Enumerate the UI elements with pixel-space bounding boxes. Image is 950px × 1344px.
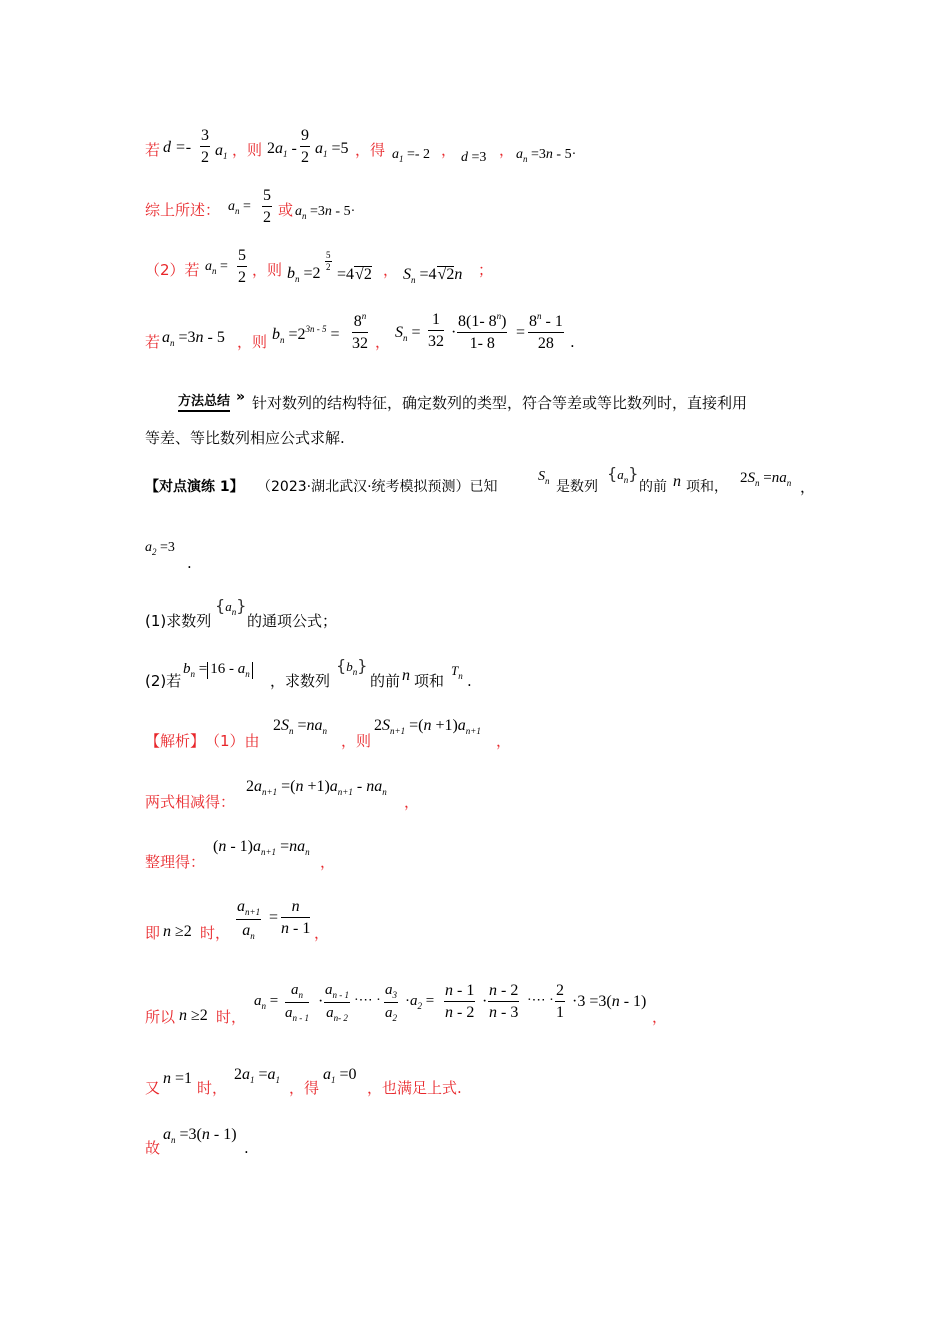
solution-comma-1: ， [496,732,512,750]
math-exp-frac: $\frac{5}{2}$ [326,250,331,272]
text-comma-3: ， [383,261,399,279]
text-semicolon: ； [478,261,494,279]
solution-subtract: 两式相减得： [145,793,236,811]
question-2-front: 的前 [370,672,401,690]
math-set-an-2: $\{a_n\}$ [215,596,247,617]
question-2: (2)若 [145,672,182,690]
text-comma-1: ， [441,141,457,159]
solution-comma-4: ， [314,924,330,942]
math-frac-geo: $\frac{8(1- 8^n)}{1- 8}$ [458,311,507,352]
solution-comma-5: ， [652,1008,668,1026]
method-text-1: 针对数列的结构特征，确定数列的类型，符合等差或等比数列时，直接利用 [252,394,748,412]
math-a1: $a_1$ [215,142,228,161]
math-d-eq-3: d =3 [461,150,487,165]
math-sn-eq-2: $S_n$ = [395,324,421,343]
text-ruo-2: 若 [145,333,161,351]
math-frac-8n-32: $\frac{8^n}{32}$ [352,311,368,352]
solution-de: ，得 [289,1079,320,1097]
text-summary: 综上所述： [145,201,221,219]
math-set-bn: $\{b_n\}$ [336,656,368,677]
solution-shi: 时， [200,924,231,942]
math-dot-2: · [318,993,324,1010]
question-1: (1)求数列 [145,612,212,630]
math-n-eq-1: n =1 [163,1070,193,1087]
exercise-is-seq: 是数列 [556,479,598,495]
text-part2: （2）若 [145,261,200,279]
math-2a1-eq-a1: $2a_1 =a_1$ [234,1066,281,1085]
math-set-an: $\{a_n\}$ [607,464,639,485]
method-text-2: 等差、等比数列相应公式求解. [145,429,345,447]
question-2-end: 项和 [414,672,445,690]
math-frac-5-2: $\frac{5}{2}$ [263,187,271,226]
math-an-eq-3n-5-b: $a_n =3n - 5\cdot$ [295,204,356,221]
math-bn-eq-2pow: $b_n =2^{3n - 5}$ = [272,324,340,345]
math-dot-1: · [451,324,457,341]
math-frac-5-2-b: $\frac{5}{2}$ [238,247,246,286]
solution-comma-2: ， [404,793,420,811]
math-sn-eq: $S_n =4√2n$ [403,266,463,285]
math-2a1-minus: $2a_1$ - [267,140,297,159]
math-dots-1: ·⋯ · [354,993,381,1008]
exercise-title: 【对点演练 1】 [145,479,244,495]
math-subtract-eq: $2a_{n+1} =(n +1)a_{n+1} - na_n$ [246,778,387,797]
math-n-2: n [402,667,410,684]
text-ruo: 若 [145,141,161,159]
math-3-eq: ·3 =3(n - 1) [572,993,647,1010]
solution-shi-2: 时， [216,1008,247,1026]
math-n-geq-2-b: n ≥2 [179,1007,208,1024]
exercise-comma: ， [800,478,816,496]
exercise-terms-sum: 项和， [686,479,728,495]
math-ratio-frac: $\frac{a_{n+1}}{a_n}$ [237,898,261,941]
math-frac-1-32: $\frac{1}{32}$ [428,311,444,350]
math-n-geq-2: n ≥2 [163,923,192,940]
math-frac-2-1: $\frac{2}{1}$ [556,982,564,1021]
solution-gu: 故 [145,1139,161,1157]
solution-final-period: . [244,1139,249,1157]
math-d-eq: d =- [163,139,192,156]
math-dot-a2-eq: $\cdot a_2$ = [405,993,435,1011]
math-2Sn1-eq: $2S_{n+1} =(n +1)a_{n+1}$ [374,717,481,736]
math-Sn: $S_n$ [538,469,550,486]
math-n: n [673,473,681,490]
math-an-eq-3n-5: $a_n =3n - 5\cdot$ [516,147,577,164]
math-frac-an1-an2: $\frac{a_{n - 1}}{a_{n- 2}}$ [325,982,349,1023]
text-comma-4: ， [375,333,391,351]
math-frac-result: $\frac{8^n - 1}{28}$ [529,311,563,352]
math-an-eq-product: $a_n$ = [254,993,279,1011]
text-or: 或 [278,201,294,219]
math-2Sn-eq-nan: $2S_n =na_n$ [740,470,792,488]
math-frac-9-2: $\frac{9}{2}$ [301,127,309,166]
math-a2-eq-3: $a_2 =3$ [145,540,175,557]
math-organize-eq: $(n - 1)a_{n+1} =na_n$ [213,838,310,857]
solution-label: 【解析】 [145,732,206,750]
math-bn-abs: $b_n = 16 - a_n$ [183,662,253,679]
solution-ji: 即 [145,924,161,942]
math-a1-eq-5: $a_1 =5$ [315,140,349,159]
math-bn-eq: $b_n =2$ [287,265,321,284]
math-2Sn-eq-nan-2: $2S_n =na_n$ [273,717,328,736]
solution-ze: ，则 [341,732,372,750]
math-final-an: $a_n =3(n - 1)$ [163,1126,237,1145]
math-a1-eq-0: $a_1 =0$ [323,1066,357,1085]
text-comma-2: ， [499,141,515,159]
method-summary-tag: 方法总结 [178,390,230,412]
solution-you: 又 [145,1079,161,1097]
exercise-period: . [187,554,192,572]
math-an-eq-c: $a_n$ = [205,259,228,276]
math-dots-2: ·⋯ · [527,993,554,1008]
math-frac-n2-n3: $\frac{n - 2}{n - 3}$ [489,982,519,1021]
text-end-period: . [570,333,575,351]
question-1-end: 的通项公式； [247,612,338,630]
exercise-source: （2023·湖北武汉·统考模拟预测）已知 [257,479,498,495]
math-eq-1: = [516,324,526,341]
math-an-eq: $a_n$ = [228,199,251,216]
math-dot-3: · [482,993,488,1010]
text-ze-3: ，则 [237,333,268,351]
exercise-front: 的前 [639,479,667,495]
text-ze-2: ，则 [252,261,283,279]
question-2-mid: ，求数列 [270,672,331,690]
solution-suoyi: 所以 [145,1008,176,1026]
double-chevron-icon: » [236,389,246,405]
solution-organize: 整理得： [145,853,206,871]
math-frac-a3-a2: $\frac{a_3}{a_2}$ [385,982,397,1023]
solution-p1: （1）由 [205,732,260,750]
question-2-period: . [467,672,472,690]
text-de: ，得 [355,141,386,159]
math-frac-n1-n2: $\frac{n - 1}{n - 2}$ [445,982,475,1021]
text-ze: ，则 [232,141,263,159]
math-4sqrt2: =4√2 [337,266,372,283]
math-Tn: $T_n$ [451,663,463,681]
math-frac-an-an1: $\frac{a_n}{a_{n - 1}}$ [285,982,309,1023]
solution-comma-3: ， [320,853,336,871]
math-an-eq-3n-5-c: $a_n =3n - 5$ [162,329,225,348]
solution-satisfy: ，也满足上式. [367,1079,462,1097]
math-frac-3-2: $\frac{3}{2}$ [201,127,209,166]
math-a1-eq-neg2: $a_1 =- 2$ [392,147,431,164]
math-n-over-n-1: $\frac{n}{n - 1}$ [281,898,311,937]
math-eq-2: = [269,909,279,926]
solution-you-shi: 时， [197,1079,228,1097]
